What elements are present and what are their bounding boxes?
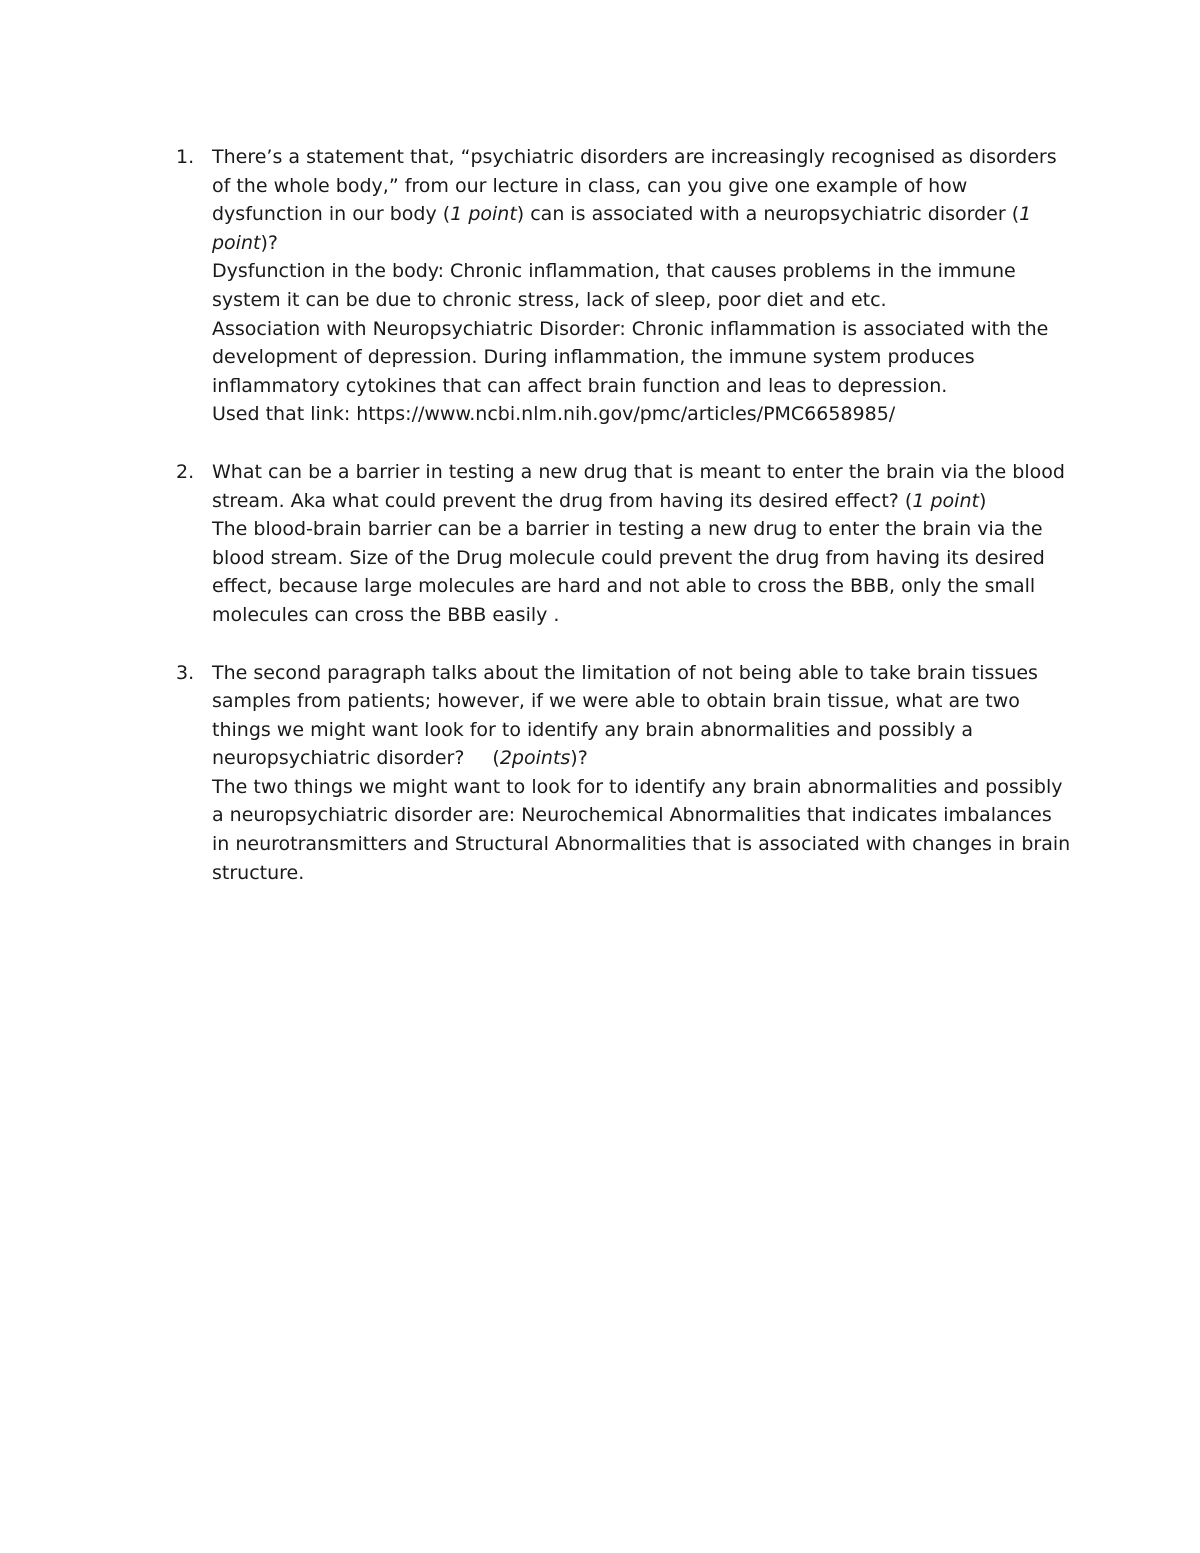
points-label: 1 point [912, 489, 979, 512]
question-number: 1. [176, 146, 195, 168]
answer-text: The blood-brain barrier can be a barrier in testing a new drug to enter the brain via the blood stream. Size of the Drug molecule could prevent the drug from having its desired effect, because large molecules are hard and not able to cross the BBB, only the small molecules can cross the BBB easily . [212, 518, 1045, 626]
question-number: 3. [176, 661, 195, 684]
question-number: 2. [176, 460, 195, 483]
question-text: What can be a barrier in testing a new drug that is meant to enter the brain via the blood stream. Aka what could prevent the drug from having its desired effect? (1 point) [212, 460, 1065, 512]
answer-text: Association with Neuropsychiatric Disorder: Chronic inflammation is associated with the development of depression. During inflammation, the immune system produces inflammatory cytokines that can affect brain function and leas to depression. [212, 317, 1049, 397]
answer-link-text: Used that link: https://www.ncbi.nlm.nih.gov/pmc/articles/PMC6658985/ [212, 403, 896, 426]
points-label: 2points [499, 747, 571, 770]
answer-text: Dysfunction in the body: Chronic inflammation, that causes problems in the immune system it can be due to chronic stress, lack of sleep, poor diet and etc. [212, 260, 1016, 311]
question-item-2 [176, 458, 1072, 630]
question-list [176, 143, 1072, 916]
question-item-3 [176, 659, 1072, 888]
points-label: 1 point [212, 203, 1032, 254]
answer-text: The two things we might want to look for to identify any brain abnormalities and possibly a neuropsychiatric disorder are: Neurochemical Abnormalities that indicates imbalances in neurotransmitters and Structural Abnormalities that is associated with changes in brain structure. [212, 775, 1071, 884]
question-text: The second paragraph talks about the limitation of not being able to take brain tissues samples from patients; however, if we were able to obtain brain tissue, what are two things we might want look for to identify any brain abnormalities and possibly a neuropsychiatric disorder? (2points)? [212, 661, 1038, 770]
points-label: 1 point [450, 203, 517, 226]
question-item-1 [176, 143, 1072, 429]
question-text: There’s a statement that, “psychiatric disorders are increasingly recognised as disorders of the whole body,” from our lecture in class, can you give one example of how dysfunction in our body (1 point) can is associated with a neuropsychiatric disorder (1 point)? [212, 146, 1057, 254]
